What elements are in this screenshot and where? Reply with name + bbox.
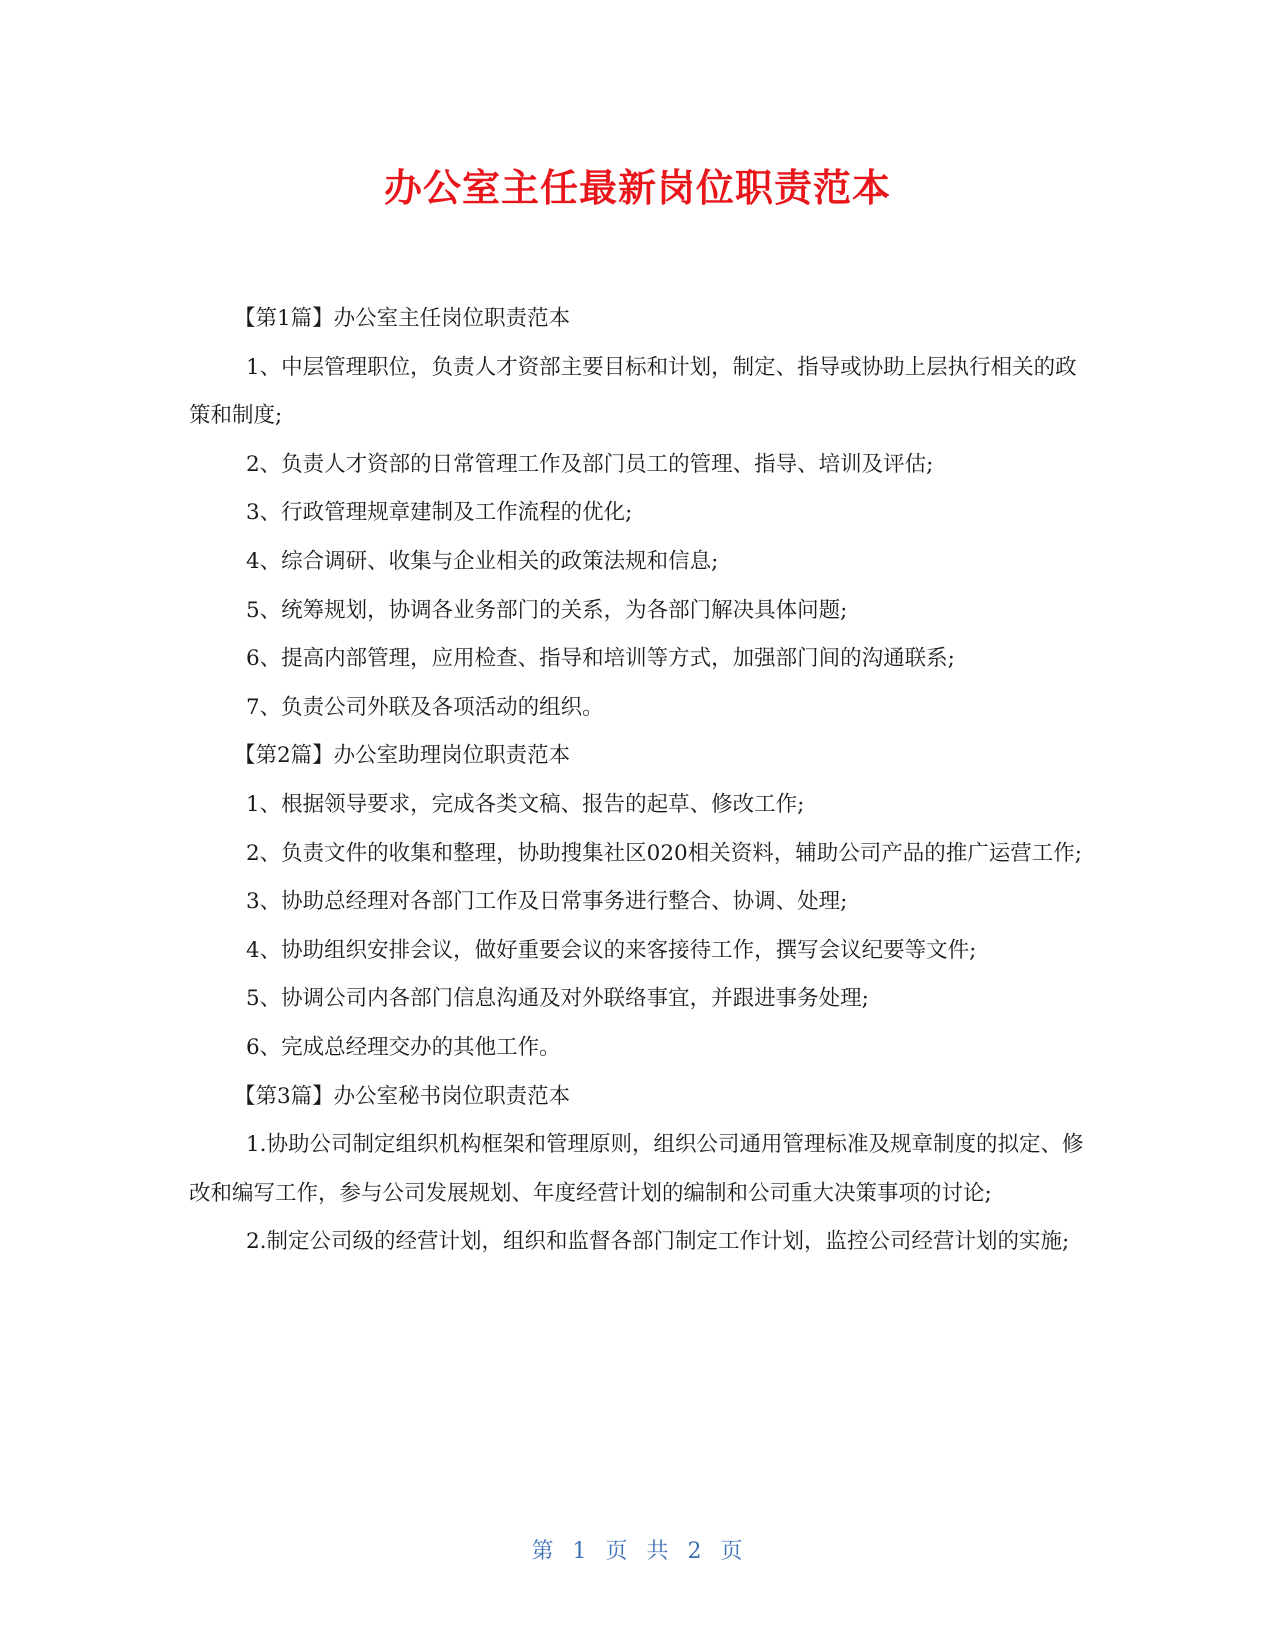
section-heading-2: 【第2篇】办公室助理岗位职责范本 xyxy=(234,743,571,769)
paragraph: 1.协助公司制定组织机构框架和管理原则，组织公司通用管理标准及规章制度的拟定、修改和编写工作，参与公司发展规划、年度经营计划的编制和公司重大决策事项的讨论; xyxy=(189,1132,1084,1206)
document-title: 办公室主任最新岗位职责范本 xyxy=(383,166,891,210)
total-unit: 页 xyxy=(720,1539,744,1564)
page-total: 2 xyxy=(687,1539,703,1564)
paragraph: 5、统筹规划，协调各业务部门的关系，为各部门解决具体问题; xyxy=(246,597,848,623)
paragraph: 4、协助组织安排会议，做好重要会议的来客接待工作，撰写会议纪要等文件; xyxy=(246,937,977,963)
paragraph: 2、负责文件的收集和整理，协助搜集社区020相关资料，辅助公司产品的推广运营工作; xyxy=(246,840,1082,866)
paragraph: 1、根据领导要求，完成各类文稿、报告的起草、修改工作; xyxy=(246,791,805,817)
document-body xyxy=(189,295,1089,1267)
paragraph: 7、负责公司外联及各项活动的组织。 xyxy=(246,694,604,720)
paragraph: 2、负责人才资部的日常管理工作及部门员工的管理、指导、培训及评估; xyxy=(246,451,934,477)
total-label: 共 xyxy=(646,1539,670,1564)
page-current: 1 xyxy=(572,1539,588,1564)
paragraph: 6、提高内部管理，应用检查、指导和培训等方式，加强部门间的沟通联系; xyxy=(246,646,955,672)
section-heading-3: 【第3篇】办公室秘书岗位职责范本 xyxy=(234,1083,571,1109)
paragraph: 1、中层管理职位，负责人才资部主要目标和计划，制定、指导或协助上层执行相关的政策和制度; xyxy=(189,354,1077,429)
paragraph: 2.制定公司级的经营计划，组织和监督各部门制定工作计划，监控公司经营计划的实施; xyxy=(246,1229,1070,1255)
section-heading-1: 【第1篇】办公室主任岗位职责范本 xyxy=(234,306,571,331)
paragraph: 3、行政管理规章建制及工作流程的优化; xyxy=(246,500,633,526)
page-footer xyxy=(0,1537,1275,1567)
paragraph: 3、协助总经理对各部门工作及日常事务进行整合、协调、处理; xyxy=(246,889,848,915)
page-unit: 页 xyxy=(605,1539,629,1564)
paragraph: 5、协调公司内各部门信息沟通及对外联络事宜，并跟进事务处理; xyxy=(246,986,869,1012)
page-label: 第 xyxy=(531,1539,555,1564)
paragraph: 4、综合调研、收集与企业相关的政策法规和信息; xyxy=(246,548,719,574)
paragraph: 6、完成总经理交办的其他工作。 xyxy=(246,1034,561,1060)
